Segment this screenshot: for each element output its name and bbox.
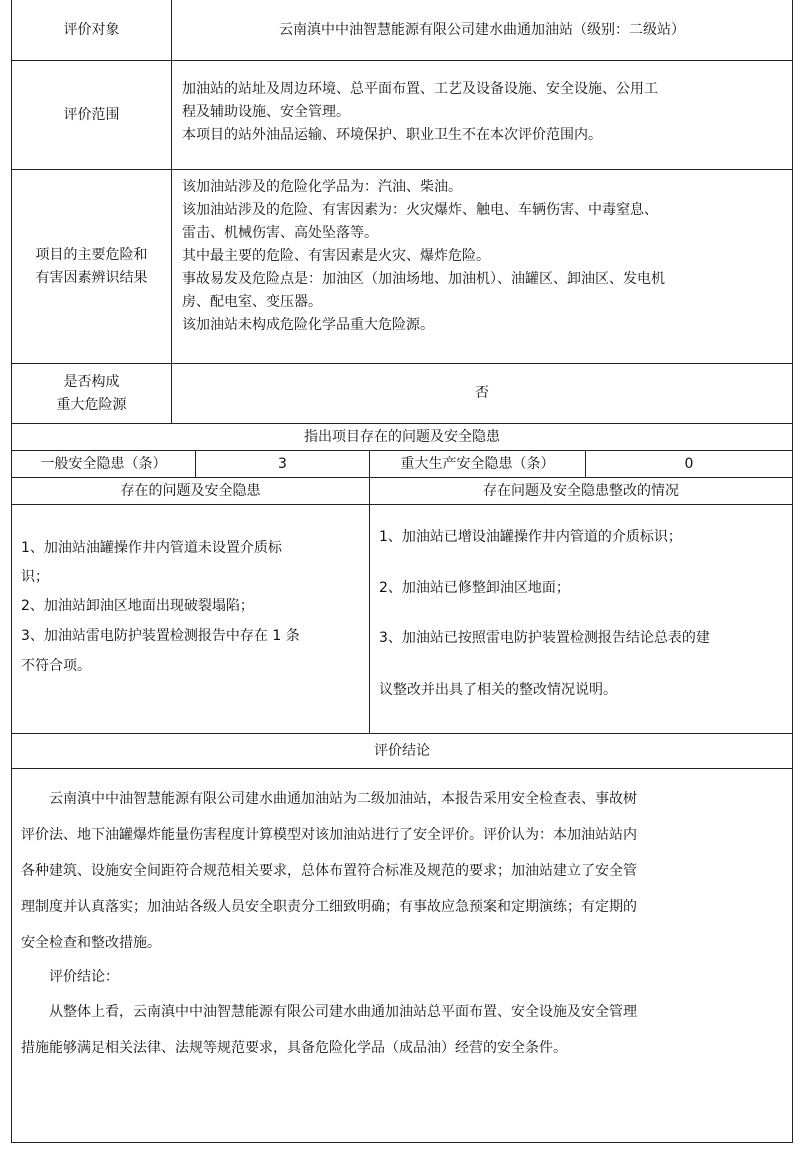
major-label-line: 是否构成 xyxy=(63,373,120,390)
major-issues-label: 重大生产安全隐患（条） xyxy=(370,451,586,477)
problem-line: 3、加油站雷电防护装置检测报告中存在 1 条 xyxy=(21,628,300,644)
row-evaluation-object xyxy=(12,0,792,61)
problems-cell xyxy=(12,505,370,733)
hazards-line: 该加油站涉及的危险、有害因素为：火灾爆炸、触电、车辆伤害、中毒窒息、 xyxy=(182,202,658,218)
scope-content xyxy=(172,61,792,169)
major-label-line: 重大危险源 xyxy=(56,396,127,413)
conclusion-line: 理制度并认真落实；加油站各级人员安全职责分工细致明确；有事故应急预案和定期演练；有定期的 xyxy=(21,899,637,915)
major-issues-count: 0 xyxy=(684,455,694,472)
hazards-label xyxy=(12,170,172,363)
hazards-label-line: 项目的主要危险和 xyxy=(35,246,148,263)
hazards-line: 事故易发及危险点是：加油区（加油场地、加油机）、油罐区、卸油区、发电机 xyxy=(182,271,665,287)
issues-header: 指出项目存在的问题及安全隐患 xyxy=(304,428,500,445)
row-evaluation-scope xyxy=(12,61,792,170)
evaluation-table xyxy=(11,0,793,1143)
row-issue-counts xyxy=(12,451,792,478)
conclusion-line: 云南滇中中油智慧能源有限公司建水曲通加油站为二级加油站，本报告采用安全检查表、事故树 xyxy=(49,791,637,807)
rectifications-cell xyxy=(370,505,792,733)
conclusion-line: 各种建筑、设施安全间距符合规范相关要求，总体布置符合标准及规范的要求；加油站建立了安全管 xyxy=(21,863,637,879)
conclusion-body xyxy=(12,769,792,1142)
scope-line: 程及辅助设施、安全管理。 xyxy=(182,104,350,120)
hazards-line: 房、配电室、变压器。 xyxy=(182,294,322,310)
conclusion-line: 安全检查和整改措施。 xyxy=(21,935,161,951)
row-issue-subheaders xyxy=(12,478,792,505)
hazards-line: 该加油站涉及的危险化学品为：汽油、柴油。 xyxy=(182,179,462,195)
scope-line: 本项目的站外油品运输、环境保护、职业卫生不在本次评价范围内。 xyxy=(182,127,602,143)
general-issues-label: 一般安全隐患（条） xyxy=(12,451,196,477)
row-hazard-identification xyxy=(12,170,792,364)
major-label xyxy=(12,364,172,423)
scope-label: 评价范围 xyxy=(12,61,172,169)
rectification-line: 2、加油站已修整卸油区地面； xyxy=(379,580,570,596)
problem-line: 识； xyxy=(21,569,49,585)
conclusion-header: 评价结论 xyxy=(374,742,430,759)
scope-line: 加油站的站址及周边环境、总平面布置、工艺及设备设施、安全设施、公用工 xyxy=(182,81,658,97)
object-value: 云南滇中中油智慧能源有限公司建水曲通加油站（级别：二级站） xyxy=(279,21,685,38)
object-label: 评价对象 xyxy=(12,0,172,60)
problem-line: 不符合项。 xyxy=(21,658,91,674)
hazards-line: 雷击、机械伤害、高处坠落等。 xyxy=(182,225,378,241)
hazards-line: 该加油站未构成危险化学品重大危险源。 xyxy=(182,317,434,333)
rectification-line: 3、加油站已按照雷电防护装置检测报告结论总表的建 xyxy=(379,630,710,646)
hazards-content xyxy=(172,170,792,363)
rectification-line: 议整改并出具了相关的整改情况说明。 xyxy=(379,682,617,698)
major-value: 否 xyxy=(475,385,489,401)
general-issues-count: 3 xyxy=(196,451,370,477)
row-issues-header xyxy=(12,424,792,451)
row-major-hazard xyxy=(12,364,792,424)
hazards-line: 其中最主要的危险、有害因素是火灾、爆炸危险。 xyxy=(182,248,490,264)
row-issue-details xyxy=(12,505,792,734)
rectify-header: 存在问题及安全隐患整改的情况 xyxy=(483,482,679,499)
conclusion-line: 评价法、地下油罐爆炸能量伤害程度计算模型对该加油站进行了安全评价。评价认为：本加油站站内 xyxy=(21,827,637,843)
problem-line: 2、加油站卸油区地面出现破裂塌陷； xyxy=(21,598,254,614)
problems-header: 存在的问题及安全隐患 xyxy=(12,478,370,504)
conclusion-sub-label: 评价结论： xyxy=(49,969,119,985)
rectification-line: 1、加油站已增设油罐操作井内管道的介质标识； xyxy=(379,529,682,545)
final-line: 从整体上看，云南滇中中油智慧能源有限公司建水曲通加油站总平面布置、安全设施及安全管理 xyxy=(49,1004,637,1020)
row-conclusion-header xyxy=(12,734,792,769)
final-line: 措施能够满足相关法律、法规等规范要求，具备危险化学品（成品油）经营的安全条件。 xyxy=(21,1040,567,1056)
problem-line: 1、加油站油罐操作井内管道未设置介质标 xyxy=(21,540,282,556)
hazards-label-line: 有害因素辨识结果 xyxy=(35,269,148,286)
